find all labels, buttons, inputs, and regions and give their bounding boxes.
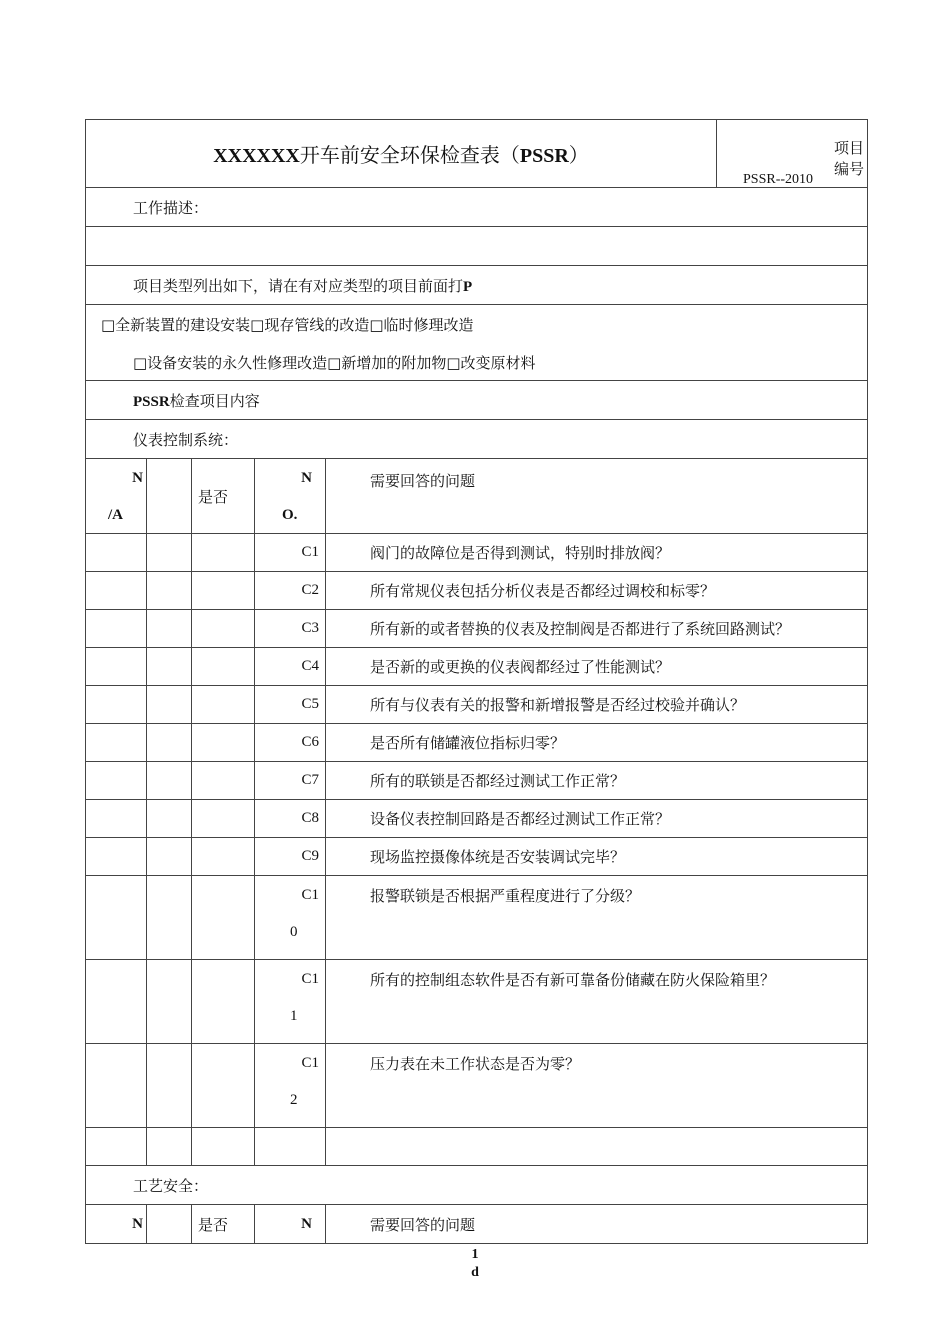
table-row <box>86 610 868 648</box>
item-question: 所有与仪表有关的报警和新增报警是否经过校验并确认？ <box>326 686 868 724</box>
item-number: C6 <box>255 724 326 762</box>
pssr-abbr: PSSR <box>133 393 170 410</box>
item-number: C8 <box>255 800 326 838</box>
yes-no-cell[interactable] <box>192 876 255 960</box>
item-number <box>255 1128 326 1166</box>
title-row <box>86 120 868 188</box>
pssr-document <box>85 119 867 1244</box>
work-description-label: 工作描述： <box>86 188 868 227</box>
na-checkbox-cell[interactable] <box>86 572 147 610</box>
type-instruction <box>86 266 868 305</box>
item-number: C2 <box>255 572 326 610</box>
blank-cell[interactable] <box>147 1044 192 1128</box>
blank-cell[interactable] <box>147 610 192 648</box>
na-checkbox-cell[interactable] <box>86 1128 147 1166</box>
table-row <box>86 838 868 876</box>
na-checkbox-cell[interactable] <box>86 800 147 838</box>
na-checkbox-cell[interactable] <box>86 724 147 762</box>
yes-no-cell[interactable] <box>192 1044 255 1128</box>
item-question: 是否新的或更换的仪表阀都经过了性能测试？ <box>326 648 868 686</box>
na-checkbox-cell[interactable] <box>86 610 147 648</box>
blank-cell[interactable] <box>147 724 192 762</box>
item-number: C9 <box>255 838 326 876</box>
blank-cell[interactable] <box>147 762 192 800</box>
title-abbr: PSSR <box>519 145 569 167</box>
yes-no-cell[interactable] <box>192 960 255 1044</box>
item-question: 压力表在未工作状态是否为零？ <box>326 1044 868 1128</box>
pssr-checklist-table <box>85 119 868 1244</box>
item-question: 阀门的故障位是否得到测试，特别时排放阀？ <box>326 534 868 572</box>
table-row <box>86 1044 868 1128</box>
item-question: 是否所有储罐液位指标归零？ <box>326 724 868 762</box>
item-number-line-1: C1 <box>301 1055 319 1071</box>
item-number <box>255 876 326 960</box>
pssr-section-text: 检查项目内容 <box>169 391 260 410</box>
header-na: N <box>86 1205 147 1244</box>
table-row <box>86 876 868 960</box>
header-number-line-2: O. <box>282 507 298 523</box>
page-footer-mark: d <box>471 1265 479 1280</box>
yes-no-cell[interactable] <box>192 572 255 610</box>
work-description-field[interactable] <box>86 227 868 266</box>
yes-no-cell[interactable] <box>192 838 255 876</box>
table-row <box>86 960 868 1044</box>
page-footer <box>0 1246 950 1282</box>
header-number-line-1: N <box>301 470 312 486</box>
title-text: 开车前安全环保检查表（ <box>299 143 520 167</box>
yes-no-cell[interactable] <box>192 724 255 762</box>
header-yes-no: 是否 <box>192 1205 255 1244</box>
project-number-label: 项目编号 <box>834 139 865 178</box>
item-number-line-1: C1 <box>301 887 319 903</box>
header-yes-no: 是否 <box>192 459 255 534</box>
header-na-line-2: /A <box>108 507 123 523</box>
blank-cell[interactable] <box>147 876 192 960</box>
item-number: C3 <box>255 610 326 648</box>
table-row <box>86 724 868 762</box>
na-checkbox-cell[interactable] <box>86 534 147 572</box>
process-section-row <box>86 1166 868 1205</box>
type-instruction-mark: P <box>463 278 473 295</box>
item-number <box>255 960 326 1044</box>
table-row <box>86 686 868 724</box>
project-number-cell <box>717 120 868 188</box>
table-row <box>86 800 868 838</box>
yes-no-cell[interactable] <box>192 1128 255 1166</box>
blank-cell[interactable] <box>147 838 192 876</box>
table-header-row <box>86 459 868 534</box>
na-checkbox-cell[interactable] <box>86 686 147 724</box>
na-checkbox-cell[interactable] <box>86 1044 147 1128</box>
blank-cell[interactable] <box>147 686 192 724</box>
pssr-section-heading <box>86 381 868 420</box>
yes-no-cell[interactable] <box>192 800 255 838</box>
work-description-row <box>86 188 868 227</box>
blank-cell[interactable] <box>147 534 192 572</box>
item-number: C1 <box>255 534 326 572</box>
item-question <box>326 1128 868 1166</box>
item-question: 所有的联锁是否都经过测试工作正常？ <box>326 762 868 800</box>
title-code: XXXXXX <box>213 145 300 167</box>
page-number: 1 <box>471 1247 479 1262</box>
na-checkbox-cell[interactable] <box>86 960 147 1044</box>
item-question: 所有的控制组态软件是否有新可靠备份储藏在防火保险箱里？ <box>326 960 868 1044</box>
item-number <box>255 1044 326 1128</box>
table-row <box>86 534 868 572</box>
instrument-section-heading: 仪表控制系统： <box>86 420 868 459</box>
blank-cell[interactable] <box>147 572 192 610</box>
type-instruction-row <box>86 266 868 305</box>
item-number: C5 <box>255 686 326 724</box>
type-options-cell <box>86 305 868 381</box>
table-row <box>86 762 868 800</box>
yes-no-cell[interactable] <box>192 534 255 572</box>
na-checkbox-cell[interactable] <box>86 838 147 876</box>
item-number-line-1: C1 <box>301 971 319 987</box>
title-close: ） <box>568 143 589 167</box>
yes-no-cell[interactable] <box>192 648 255 686</box>
blank-cell[interactable] <box>147 1128 192 1166</box>
process-section-heading: 工艺安全： <box>86 1166 868 1205</box>
type-options-row <box>86 305 868 381</box>
na-checkbox-cell[interactable] <box>86 648 147 686</box>
work-description-input-row <box>86 227 868 266</box>
header-na <box>86 459 147 534</box>
blank-cell[interactable] <box>147 800 192 838</box>
document-title <box>86 120 717 188</box>
yes-no-cell[interactable] <box>192 762 255 800</box>
table-row <box>86 648 868 686</box>
header-question: 需要回答的问题 <box>326 1205 868 1244</box>
type-options-line-1[interactable]: □全新装置的建设安装□现存管线的改造□临时修理改造 <box>101 316 474 334</box>
header-number <box>255 459 326 534</box>
item-number-line-2: 1 <box>290 1008 298 1024</box>
empty-table-row <box>86 1128 868 1166</box>
item-question: 设备仪表控制回路是否都经过测试工作正常？ <box>326 800 868 838</box>
blank-cell[interactable] <box>147 648 192 686</box>
type-options-line-2[interactable]: □设备安装的永久性修理改造□新增加的附加物□改变原材料 <box>133 354 536 372</box>
header-blank <box>147 459 192 534</box>
pssr-section-row <box>86 381 868 420</box>
item-number-line-2: 0 <box>290 924 298 940</box>
instrument-section-row <box>86 420 868 459</box>
na-checkbox-cell[interactable] <box>86 762 147 800</box>
item-number: C7 <box>255 762 326 800</box>
yes-no-cell[interactable] <box>192 610 255 648</box>
project-number-value: PSSR--2010 <box>743 172 814 187</box>
item-question: 报警联锁是否根据严重程度进行了分级？ <box>326 876 868 960</box>
table-row <box>86 572 868 610</box>
item-question: 现场监控摄像体统是否安装调试完毕？ <box>326 838 868 876</box>
header-number: N <box>255 1205 326 1244</box>
item-question: 所有常规仪表包括分析仪表是否都经过调校和标零？ <box>326 572 868 610</box>
type-instruction-text: 项目类型列出如下，请在有对应类型的项目前面打 <box>133 276 464 295</box>
header-blank <box>147 1205 192 1244</box>
item-number-line-2: 2 <box>290 1092 298 1108</box>
item-question: 所有新的或者替换的仪表及控制阀是否都进行了系统回路测试？ <box>326 610 868 648</box>
yes-no-cell[interactable] <box>192 686 255 724</box>
table-header-row-2 <box>86 1205 868 1244</box>
header-na-line-1: N <box>132 470 143 486</box>
header-question: 需要回答的问题 <box>326 459 868 534</box>
blank-cell[interactable] <box>147 960 192 1044</box>
na-checkbox-cell[interactable] <box>86 876 147 960</box>
item-number: C4 <box>255 648 326 686</box>
